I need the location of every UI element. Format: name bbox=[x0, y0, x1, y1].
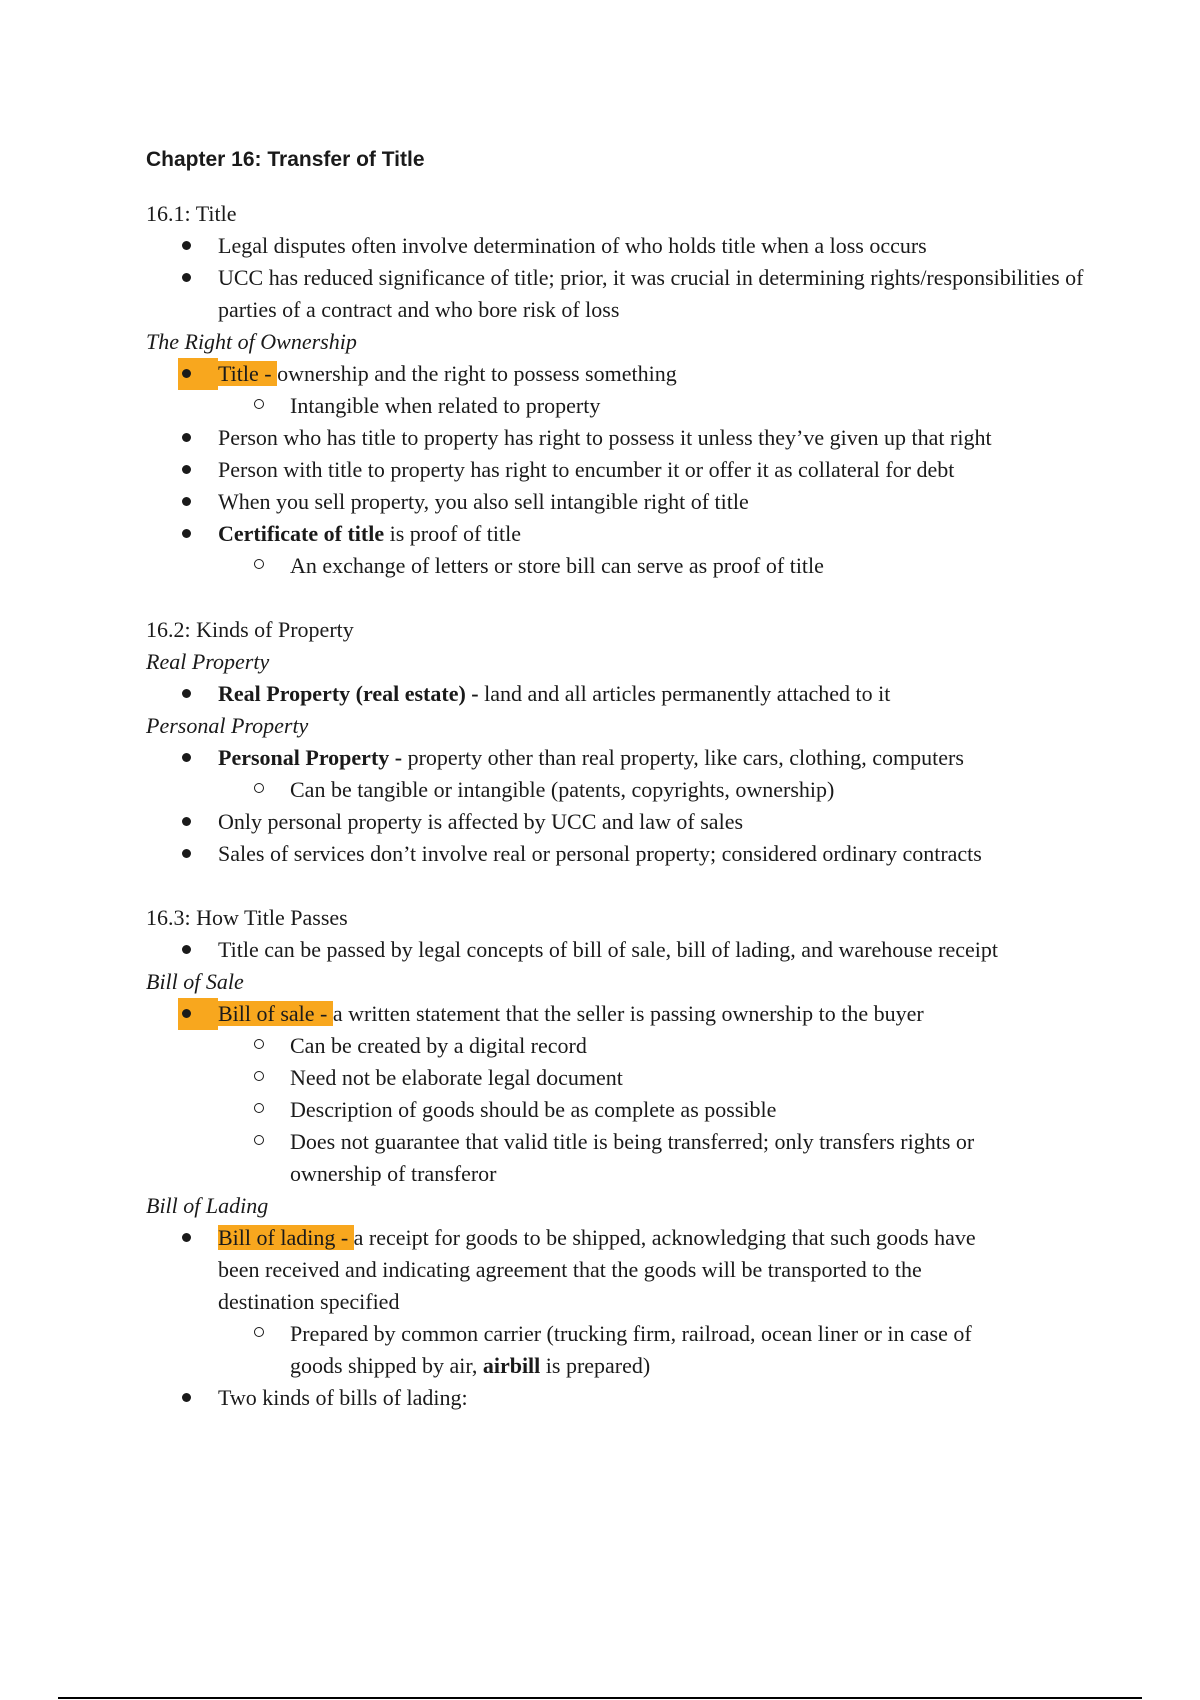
bullet-icon bbox=[182, 934, 202, 966]
bill-of-sale-list bbox=[146, 998, 1106, 1190]
list-item: Personal Property - property other than real property, like cars, clothing, computers bbox=[146, 742, 1106, 774]
bullet-icon bbox=[178, 358, 218, 390]
list-subitem: An exchange of letters or store bill can serve as proof of title bbox=[146, 550, 1106, 582]
page-bottom-rule bbox=[58, 1697, 1142, 1699]
section-heading-16-3: 16.3: How Title Passes bbox=[146, 905, 348, 930]
bullet-icon bbox=[182, 1382, 202, 1414]
list-item: Title can be passed by legal concepts of bill of sale, bill of lading, and warehouse receipt bbox=[146, 934, 1106, 966]
list-subitem: Can be tangible or intangible (patents, copyrights, ownership) bbox=[146, 774, 1106, 806]
bullet-icon bbox=[182, 1222, 202, 1254]
subheading-right-of-ownership: The Right of Ownership bbox=[146, 329, 357, 354]
subheading-real-property: Real Property bbox=[146, 649, 270, 674]
circle-bullet-icon bbox=[254, 774, 274, 806]
real-property-list bbox=[146, 678, 1106, 710]
circle-bullet-icon bbox=[254, 390, 274, 422]
circle-bullet-icon bbox=[254, 1318, 274, 1350]
term-airbill: airbill bbox=[482, 1353, 541, 1378]
circle-bullet-icon bbox=[254, 1126, 274, 1158]
term-certificate-of-title: Certificate of title bbox=[218, 521, 385, 546]
list-item: Only personal property is affected by UCC and law of sales bbox=[146, 806, 1106, 838]
right-of-ownership-list bbox=[146, 358, 1106, 582]
document-page bbox=[146, 138, 1106, 1414]
term-bill-of-lading: Bill of lading - bbox=[218, 1225, 354, 1250]
circle-bullet-icon bbox=[254, 1062, 274, 1094]
list-item: When you sell property, you also sell intangible right of title bbox=[146, 486, 1106, 518]
bullet-icon bbox=[182, 518, 202, 550]
term-personal-property: Personal Property - bbox=[218, 745, 408, 770]
subheading-bill-of-sale: Bill of Sale bbox=[146, 969, 244, 994]
list-item: Sales of services don’t involve real or personal property; considered ordinary contracts bbox=[146, 838, 1106, 870]
chapter-title: Chapter 16: Transfer of Title bbox=[146, 148, 425, 171]
term-bill-of-sale: Bill of sale - bbox=[218, 1001, 333, 1026]
list-item-title-definition: Title - ownership and the right to possess something bbox=[146, 358, 1106, 390]
list-subitem: Can be created by a digital record bbox=[146, 1030, 1106, 1062]
list-item: Legal disputes often involve determination of who holds title when a loss occurs bbox=[146, 230, 1106, 262]
list-item: Real Property (real estate) - land and all articles permanently attached to it bbox=[146, 678, 1106, 710]
list-item-bill-of-sale-definition: Bill of sale - a written statement that the seller is passing ownership to the buyer bbox=[146, 998, 1106, 1030]
subheading-personal-property: Personal Property bbox=[146, 713, 309, 738]
list-subitem: Intangible when related to property bbox=[146, 390, 1106, 422]
bullet-icon bbox=[182, 742, 202, 774]
list-subitem: Need not be elaborate legal document bbox=[146, 1062, 1106, 1094]
circle-bullet-icon bbox=[254, 550, 274, 582]
list-item: Person who has title to property has right to possess it unless they’ve given up that right bbox=[146, 422, 1106, 454]
circle-bullet-icon bbox=[254, 1094, 274, 1126]
list-item: UCC has reduced significance of title; prior, it was crucial in determining rights/responsibilities of parties of a contract and who bore risk of loss bbox=[146, 262, 1106, 326]
list-item: Two kinds of bills of lading: bbox=[146, 1382, 1106, 1414]
section-heading-16-1: 16.1: Title bbox=[146, 201, 237, 226]
list-item: Person with title to property has right to encumber it or offer it as collateral for debt bbox=[146, 454, 1106, 486]
bullet-icon bbox=[182, 422, 202, 454]
bullet-icon bbox=[182, 838, 202, 870]
subheading-bill-of-lading: Bill of Lading bbox=[146, 1193, 269, 1218]
list-subitem: Does not guarantee that valid title is being transferred; only transfers rights or ownership of transferor bbox=[146, 1126, 1106, 1190]
section-16-3-list bbox=[146, 934, 1106, 966]
bullet-icon bbox=[182, 678, 202, 710]
bullet-icon bbox=[182, 262, 202, 294]
bill-of-lading-list bbox=[146, 1222, 1106, 1414]
list-item: Certificate of title is proof of title bbox=[146, 518, 1106, 550]
bullet-icon bbox=[182, 806, 202, 838]
list-item-bill-of-lading-definition: Bill of lading - a receipt for goods to be shipped, acknowledging that such goods have been received and indicating agreement that the goods will be transported to the destination specified bbox=[146, 1222, 1106, 1318]
section-heading-16-2: 16.2: Kinds of Property bbox=[146, 617, 354, 642]
section-16-1-list bbox=[146, 230, 1106, 326]
list-subitem: Description of goods should be as complete as possible bbox=[146, 1094, 1106, 1126]
term-real-property: Real Property (real estate) - bbox=[218, 681, 485, 706]
circle-bullet-icon bbox=[254, 1030, 274, 1062]
bullet-icon bbox=[182, 486, 202, 518]
bullet-icon bbox=[182, 454, 202, 486]
bullet-icon bbox=[182, 230, 202, 262]
list-subitem: Prepared by common carrier (trucking firm, railroad, ocean liner or in case of goods shipped by air, airbill is prepared) bbox=[146, 1318, 1106, 1382]
personal-property-list bbox=[146, 742, 1106, 870]
bullet-icon bbox=[178, 998, 218, 1030]
term-title: Title - bbox=[218, 361, 278, 386]
